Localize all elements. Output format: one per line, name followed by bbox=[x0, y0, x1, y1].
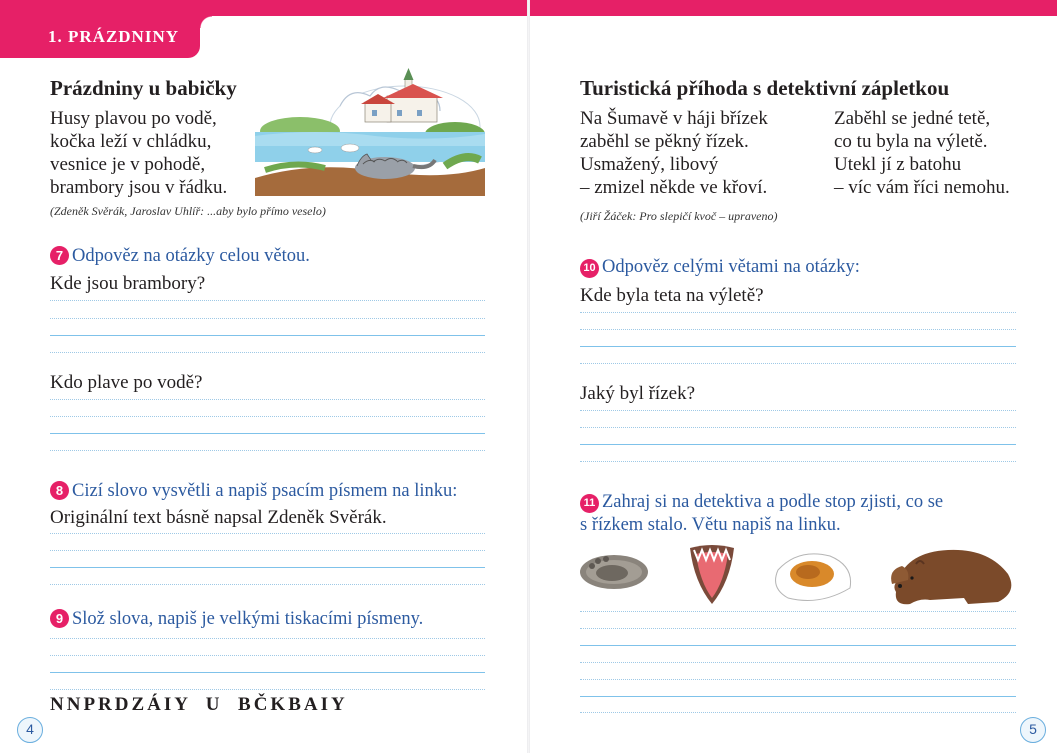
writing-line-dotted bbox=[580, 410, 1016, 411]
writing-line-dotted bbox=[50, 416, 485, 417]
writing-line-dotted bbox=[580, 679, 1016, 680]
task-number-badge: 10 bbox=[580, 259, 599, 278]
task-8-text: Cizí slovo vysvětli a napiš psacím písmem na linku: bbox=[72, 481, 458, 501]
writing-line-dotted bbox=[50, 584, 485, 585]
right-citation: (Jiří Žáček: Pro slepičí kvoč – upraveno) bbox=[580, 209, 778, 223]
writing-line-dotted bbox=[580, 662, 1016, 663]
writing-line-dotted bbox=[580, 427, 1016, 428]
writing-line-dotted bbox=[50, 450, 485, 451]
task-10-instruction bbox=[580, 257, 860, 278]
writing-line-dotted bbox=[50, 655, 485, 656]
village-illustration bbox=[255, 66, 485, 196]
task-8-instruction bbox=[50, 481, 457, 502]
paw-print-icon bbox=[580, 555, 648, 589]
task-7-text: Odpověz na otázky celou větou. bbox=[72, 246, 310, 266]
writing-line-dotted bbox=[580, 329, 1016, 330]
task-10-text: Odpověz celými větami na otázky: bbox=[602, 257, 860, 277]
poem-line: Usmažený, libový bbox=[580, 154, 719, 175]
writing-line[interactable] bbox=[50, 335, 485, 336]
writing-line[interactable] bbox=[50, 672, 485, 673]
writing-line[interactable] bbox=[50, 567, 485, 568]
question-text: Kdo plave po vodě? bbox=[50, 372, 203, 393]
writing-line-dotted bbox=[580, 611, 1016, 612]
scrambled-words: NNPRDZÁIY U BČKBAIY bbox=[50, 694, 348, 715]
left-top-bar bbox=[0, 0, 528, 16]
task-9-instruction bbox=[50, 609, 423, 630]
task-7-instruction bbox=[50, 246, 310, 267]
writing-line-dotted bbox=[50, 533, 485, 534]
writing-line-dotted bbox=[50, 689, 485, 690]
poem-line: zaběhl se pěkný řízek. bbox=[580, 131, 749, 152]
task-number-badge: 8 bbox=[50, 481, 69, 500]
poem-line: – zmizel někde ve křoví. bbox=[580, 177, 768, 198]
question-text: Jaký byl řízek? bbox=[580, 383, 696, 404]
task-11-instruction bbox=[580, 492, 943, 513]
writing-line[interactable] bbox=[580, 645, 1016, 646]
task-9-text: Slož slova, napiš je velkými tiskacími písmeny. bbox=[72, 609, 424, 629]
task-number-badge: 7 bbox=[50, 246, 69, 265]
right-title: Turistická příhoda s detektivní zápletkou bbox=[580, 76, 950, 100]
writing-line[interactable] bbox=[50, 433, 485, 434]
left-citation: (Zdeněk Svěrák, Jaroslav Uhlíř: ...aby bylo přímo veselo) bbox=[50, 204, 326, 218]
poem-line: Zaběhl se jedné tetě, bbox=[834, 108, 991, 129]
poem-line: Na Šumavě v háji břízek bbox=[580, 108, 768, 129]
writing-line-dotted bbox=[50, 550, 485, 551]
writing-line-dotted bbox=[580, 363, 1016, 364]
clue-illustrations bbox=[578, 540, 1018, 606]
page-number-right: 5 bbox=[1020, 717, 1046, 743]
writing-line-dotted bbox=[50, 352, 485, 353]
right-top-bar bbox=[530, 0, 1057, 16]
poem-line: vesnice je v pohodě, bbox=[50, 154, 206, 175]
poem-line: brambory jsou v řádku. bbox=[50, 177, 228, 198]
open-mouth-icon bbox=[690, 545, 734, 604]
writing-line-dotted bbox=[580, 712, 1016, 713]
writing-line-dotted bbox=[50, 638, 485, 639]
question-text: Kde byla teta na výletě? bbox=[580, 285, 764, 306]
writing-line[interactable] bbox=[580, 444, 1016, 445]
writing-line-dotted bbox=[50, 300, 485, 301]
page-number-left: 4 bbox=[17, 717, 43, 743]
writing-line[interactable] bbox=[580, 696, 1016, 697]
poem-line: Husy plavou po vodě, bbox=[50, 108, 217, 129]
book-spine bbox=[527, 0, 530, 753]
poem-line: co tu byla na výletě. bbox=[834, 131, 988, 152]
poem-line: Utekl jí z batohu bbox=[834, 154, 962, 175]
poem-line: kočka leží v chládku, bbox=[50, 131, 212, 152]
task-number-badge: 11 bbox=[580, 494, 599, 513]
task-11-text-line2: s řízkem stalo. Větu napiš na linku. bbox=[580, 515, 841, 535]
chapter-label: 1. PRÁZDNINY bbox=[48, 27, 179, 46]
task-8-sentence: Originální text básně napsal Zdeněk Svěrák. bbox=[50, 507, 387, 528]
writing-line-dotted bbox=[50, 399, 485, 400]
left-title: Prázdniny u babičky bbox=[50, 76, 237, 100]
writing-line-dotted bbox=[50, 318, 485, 319]
schnitzel-crumbs-icon bbox=[776, 554, 851, 601]
writing-line-dotted bbox=[580, 628, 1016, 629]
task-11-text-line1: Zahraj si na detektiva a podle stop zjisti, co se bbox=[602, 492, 944, 512]
writing-line-dotted bbox=[580, 461, 1016, 462]
writing-line-dotted bbox=[580, 312, 1016, 313]
task-number-badge: 9 bbox=[50, 609, 69, 628]
chapter-tab bbox=[0, 16, 200, 58]
writing-line[interactable] bbox=[580, 346, 1016, 347]
question-text: Kde jsou brambory? bbox=[50, 273, 206, 294]
bear-icon bbox=[891, 550, 1011, 604]
poem-line: – víc vám říci nemohu. bbox=[834, 177, 1010, 198]
